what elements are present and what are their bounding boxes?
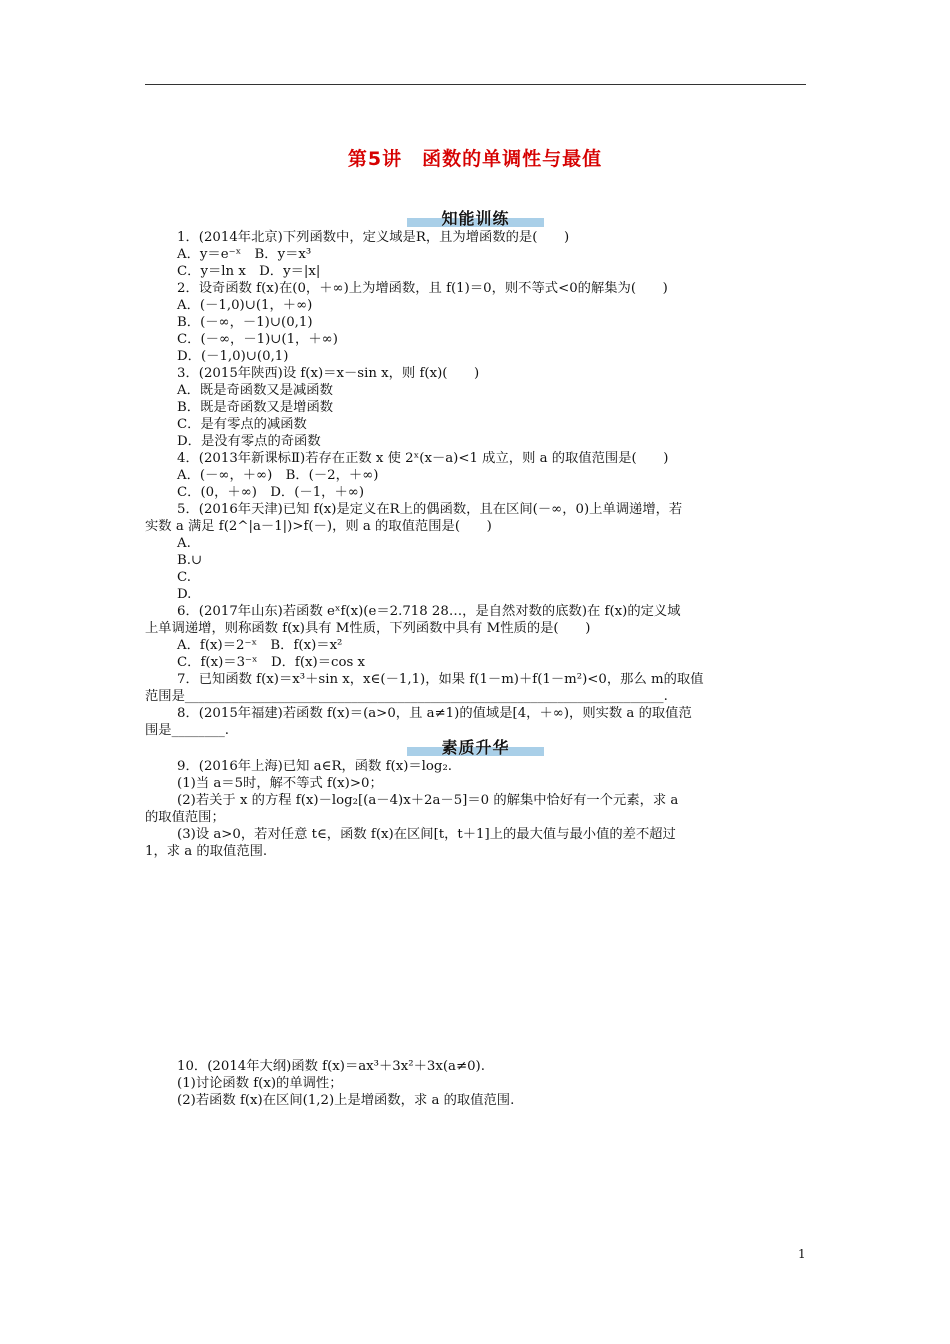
text-line: 范围是________________________________________________________________________. bbox=[145, 689, 668, 704]
text-line: 的取值范围； bbox=[145, 810, 225, 825]
text-line: (2)若函数 f(x)在区间(1,2)上是增函数，求 a 的取值范围. bbox=[177, 1093, 515, 1108]
text-line: 6．(2017年山东)若函数 eˣf(x)(e＝2.718 28…，是自然对数的底数)在 f(x)的定义域 bbox=[177, 604, 681, 619]
text-line: C．(0，＋∞) D．(－1，＋∞) bbox=[177, 485, 365, 500]
text-line: A．既是奇函数又是减函数 bbox=[177, 383, 333, 398]
text-line: 8．(2015年福建)若函数 f(x)＝(a>0，且 a≠1)的值域是[4，＋∞)，则实数 a 的取值范 bbox=[177, 706, 692, 721]
text-line: A．f(x)＝2⁻ˣ B．f(x)＝x² bbox=[177, 638, 343, 653]
text-line: 1．(2014年北京)下列函数中，定义域是R，且为增函数的是( ) bbox=[177, 230, 570, 245]
text-line: 上单调递增，则称函数 f(x)具有 M性质，下列函数中具有 M性质的是( ) bbox=[145, 621, 591, 636]
text-line: 3．(2015年陕西)设 f(x)＝x－sin x，则 f(x)( ) bbox=[177, 366, 480, 381]
text-line: B．(－∞，－1)∪(0,1) bbox=[177, 315, 313, 330]
text-line: 5．(2016年天津)已知 f(x)是定义在R上的偶函数，且在区间(－∞，0)上单调递增，若 bbox=[177, 502, 683, 517]
text-line: C．是有零点的减函数 bbox=[177, 417, 307, 432]
section-heading-label: 素质升华 bbox=[441, 737, 510, 757]
text-line: 2．设奇函数 f(x)在(0，＋∞)上为增函数，且 f(1)＝0，则不等式<0的解集为( ) bbox=[177, 281, 668, 296]
text-line: A．(－∞，＋∞) B．(－2，＋∞) bbox=[177, 468, 379, 483]
page-title: 第5讲 函数的单调性与最值 bbox=[347, 148, 603, 170]
text-line: D. bbox=[177, 587, 192, 602]
text-line: (3)设 a>0，若对任意 t∈，函数 f(x)在区间[t，t＋1]上的最大值与最小值的差不超过 bbox=[177, 827, 676, 842]
text-line: (2)若关于 x 的方程 f(x)－log₂[(a－4)x＋2a－5]＝0 的解集中恰好有一个元素，求 a bbox=[177, 793, 679, 808]
text-line: A．(－1,0)∪(1，＋∞) bbox=[177, 298, 313, 313]
text-line: C．f(x)＝3⁻ˣ D．f(x)＝cos x bbox=[177, 655, 366, 670]
text-line: C．y＝ln x D．y＝|x| bbox=[177, 264, 321, 279]
text-line: 实数 a 满足 f(2^|a－1|)>f(－)，则 a 的取值范围是( ) bbox=[145, 519, 492, 534]
section-heading-improvement bbox=[407, 736, 544, 756]
text-line: A．y＝e⁻ˣ B．y＝x³ bbox=[177, 247, 312, 262]
text-line: C．(－∞，－1)∪(1，＋∞) bbox=[177, 332, 338, 347]
text-line: 4．(2013年新课标Ⅱ)若存在正数 x 使 2ˣ(x－a)<1 成立，则 a 的取值范围是( ) bbox=[177, 451, 669, 466]
text-line: B.∪ bbox=[177, 553, 203, 568]
text-line: (1)讨论函数 f(x)的单调性； bbox=[177, 1076, 343, 1091]
page-number: 1 bbox=[798, 1247, 806, 1261]
text-line: A. bbox=[177, 536, 191, 551]
text-line: C. bbox=[177, 570, 191, 585]
header-rule bbox=[145, 84, 806, 85]
text-line: (1)当 a＝5时，解不等式 f(x)>0； bbox=[177, 776, 383, 791]
text-line: 7．已知函数 f(x)＝x³＋sin x，x∈(－1,1)，如果 f(1－m)＋f(1－m²)<0，那么 m的取值 bbox=[177, 672, 704, 687]
text-line: D．是没有零点的奇函数 bbox=[177, 434, 321, 449]
text-line: D．(－1,0)∪(0,1) bbox=[177, 349, 289, 364]
section-heading-training bbox=[407, 207, 544, 227]
text-line: B．既是奇函数又是增函数 bbox=[177, 400, 334, 415]
text-line: 10．(2014年大纲)函数 f(x)＝ax³＋3x²＋3x(a≠0). bbox=[177, 1059, 485, 1074]
text-line: 1，求 a 的取值范围. bbox=[145, 844, 268, 859]
text-line: 围是________. bbox=[145, 723, 230, 738]
text-line: 9．(2016年上海)已知 a∈R，函数 f(x)＝log₂. bbox=[177, 759, 453, 774]
section-heading-label: 知能训练 bbox=[441, 208, 510, 228]
